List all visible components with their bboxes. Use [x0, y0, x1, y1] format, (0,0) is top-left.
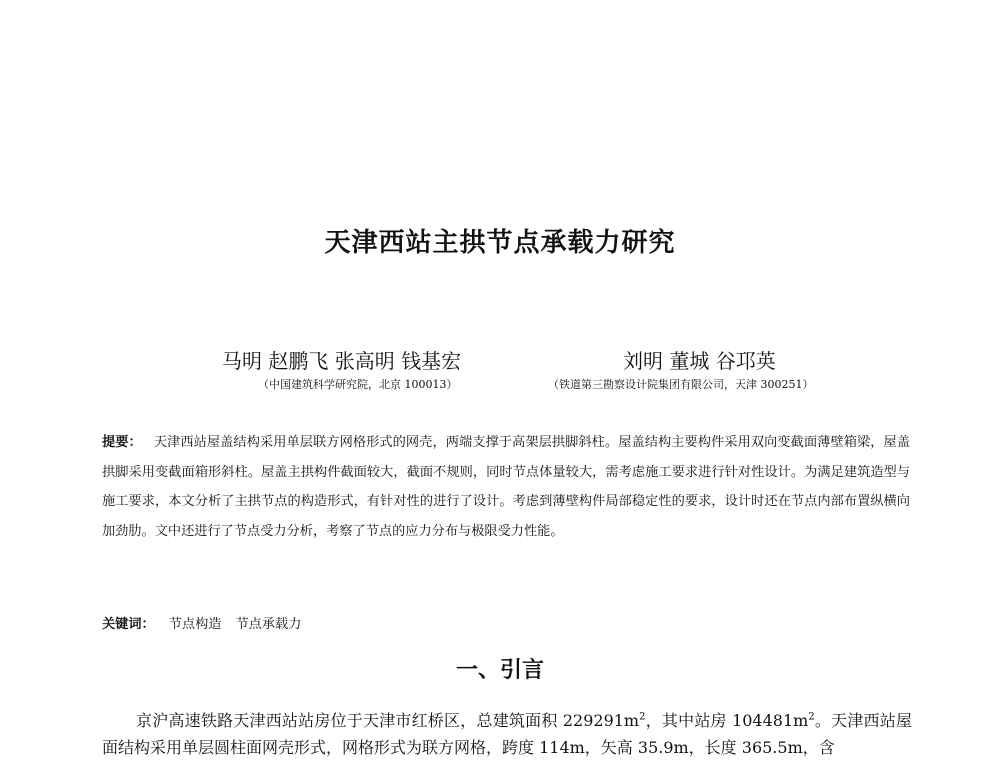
intro-text-1: 京沪高速铁路天津西站站房位于天津市红桥区，总建筑面积 229291m [136, 711, 640, 730]
intro-text-3: 。天津西站屋面结构采用单层圆柱面网壳形式，网格形式为联方网格，跨度 114m，矢高 35.9m，长度 365.5m，含 [102, 711, 912, 757]
intro-sup-2: 2 [808, 711, 815, 723]
intro-sup-1: 2 [639, 711, 646, 723]
abstract [102, 428, 910, 546]
keywords [102, 613, 315, 632]
abstract-label: 提要： [102, 435, 142, 450]
keywords-label: 关键词： [102, 617, 155, 632]
keyword-2: 节点承载力 [235, 617, 302, 632]
authors-group-2: 刘明 董城 谷邛英 [623, 349, 776, 373]
authors-group-1: 马明 赵鹏飞 张高明 钱基宏 [222, 349, 462, 373]
affiliation-group-1: （中国建筑科学研究院，北京 100013） [258, 378, 458, 391]
paper-title: 天津西站主拱节点承载力研究 [324, 228, 676, 258]
intro-paragraph [102, 707, 912, 761]
section-heading-introduction: 一、引言 [455, 658, 544, 683]
affiliation-group-2: （铁道第三勘察设计院集团有限公司，天津 300251） [548, 378, 814, 391]
keyword-1: 节点构造 [168, 617, 222, 632]
abstract-text: 天津西站屋盖结构采用单层联方网格形式的网壳，两端支撑于高架层拱脚斜柱。屋盖结构主要构件采用双向变截面薄壁箱梁，屋盖拱脚采用变截面箱形斜柱。屋盖主拱构件截面较大，截面不规则，同时节点体量较大，需考虑施工要求进行针对性设计。为满足建筑造型与施工要求，本文分析了主拱节点的构造形式，有针对性的进行了设计。考虑到薄壁构件局部稳定性的要求，设计时还在节点内部布置纵横向加劲肋。文中还进行了节点受力分析，考察了节点的应力分布与极限受力性能。 [102, 435, 911, 539]
intro-text-2: ，其中站房 104481m [645, 711, 809, 730]
